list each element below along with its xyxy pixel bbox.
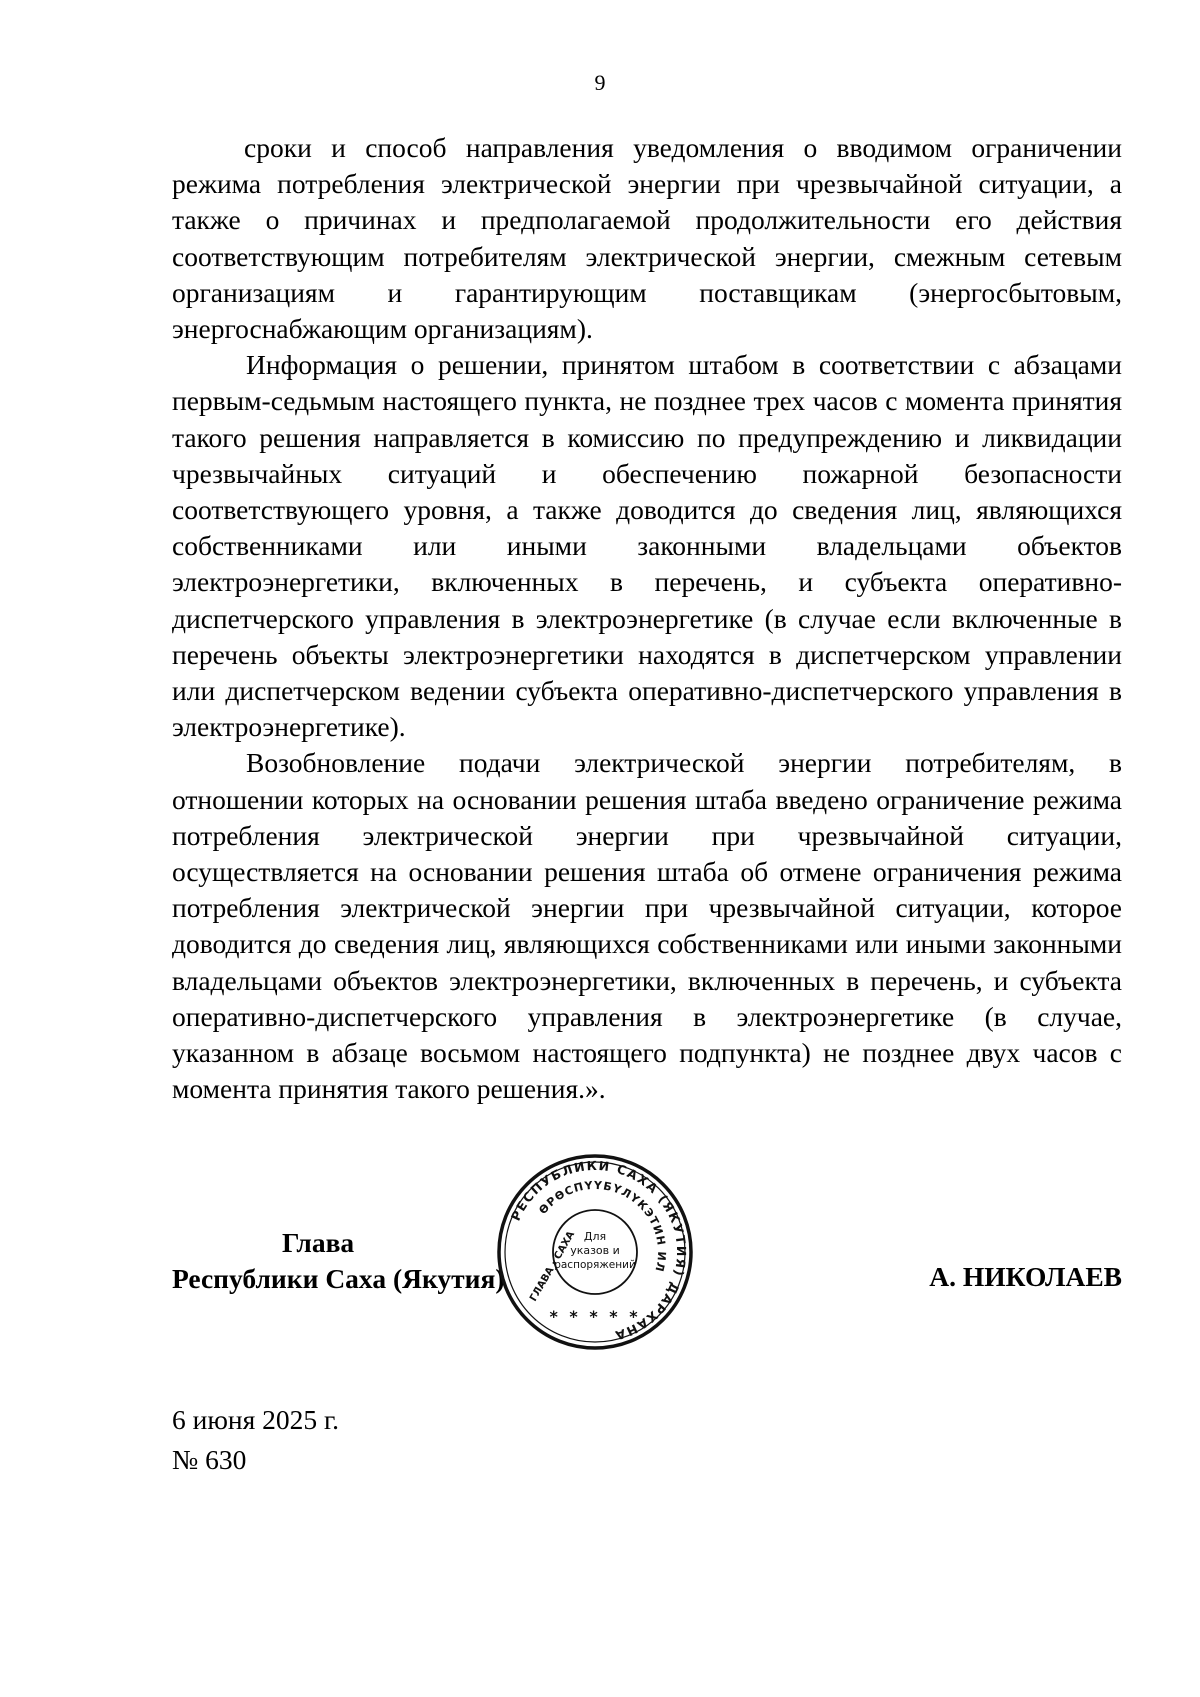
signatory-title-line2: Республики Саха (Якутия) (172, 1263, 505, 1294)
document-date: 6 июня 2025 г. (172, 1404, 340, 1435)
signatory-title (172, 1225, 505, 1297)
seal-outer-text: РЕСПУБЛИКИ САХА (ЯКУТИЯ) ДАРХАНА (507, 1157, 690, 1344)
signatory-title-line1: Глава (282, 1227, 355, 1258)
document-body (172, 130, 1122, 1107)
seal-left-text: ГЛАВА · САХА (528, 1229, 578, 1304)
seal-center-line3: распоряжений (554, 1259, 636, 1271)
document-date-number (172, 1400, 339, 1480)
paragraph-2: Информация о решении, принятом штабом в соответствии с абзацами первым-седьмым настоящего пункта, не позднее трех часов с момента принятия такого решения направляется в комиссию по предупреждению и ликвидации чрезвычайных ситуаций и обеспечению пожарной безопасности соответствующего уровня, а также доводится до сведения лиц, являющихся собственниками или иными законными владельцами объектов электроэнергетики, включенных в перечень, и субъекта оперативно-диспетчерского управления в электроэнергетике (в случае если включенные в перечень объекты электроэнергетики находятся в диспетчерском управлении или диспетчерском ведении субъекта оперативно-диспетчерского управления в электроэнергетике). (172, 349, 1122, 743)
document-number: № 630 (172, 1444, 247, 1475)
official-seal (495, 1152, 695, 1352)
seal-center-line1: Для (583, 1230, 607, 1243)
seal-stars: * * * * * (549, 1307, 641, 1326)
signatory-name: А. НИКОЛАЕВ (929, 1261, 1122, 1292)
seal-center-line2: указов и (570, 1244, 620, 1257)
page-number: 9 (594, 70, 606, 95)
paragraph-1: сроки и способ направления уведомления о вводимом ограничении режима потребления электрической энергии при чрезвычайной ситуации, а также о причинах и предполагаемой продолжительности его действия соответствующим потребителям электрической энергии, смежным сетевым организациям и гарантирующим поставщикам (энергосбытовым, энергоснабжающим организациям). (172, 132, 1122, 345)
paragraph-3: Возобновление подачи электрической энергии потребителям, в отношении которых на основании решения штаба введено ограничение режима потребления электрической энергии при чрезвычайной ситуации, осуществляется на основании решения штаба об отмене ограничения режима потребления электрической энергии при чрезвычайной ситуации, которое доводится до сведения лиц, являющихся собственниками или иными законными владельцами объектов электроэнергетики, включенных в перечень, и субъекта оперативно-диспетчерского управления в электроэнергетике (в случае, указанном в абзаце восьмом настоящего подпункта) не позднее двух часов с момента принятия такого решения.». (172, 747, 1122, 1105)
seal-inner-ring-text: ӨРӨСПҮҮБҮЛҮКЭТИН ИЛ (536, 1178, 669, 1274)
